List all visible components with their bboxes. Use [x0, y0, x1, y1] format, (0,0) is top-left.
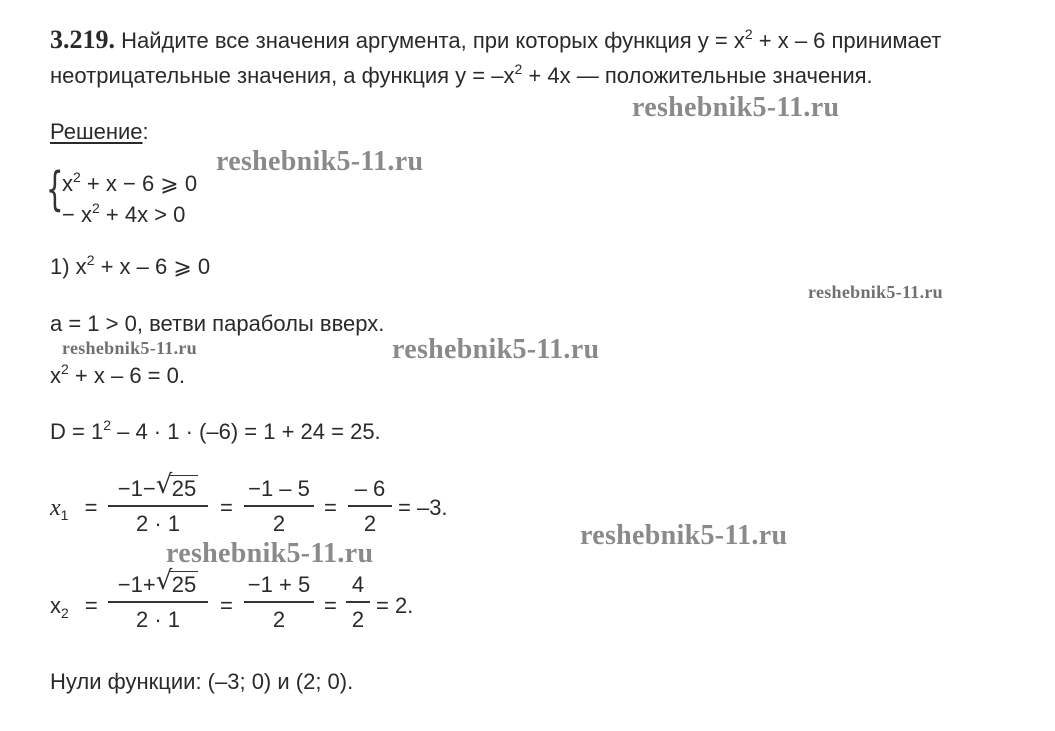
sup: 2 — [91, 200, 100, 216]
system-row-1 — [62, 170, 197, 198]
solution-heading-text: Решение — [50, 119, 143, 144]
x2-var: x — [50, 593, 61, 618]
x1-f1-den: 2 · 1 — [135, 510, 181, 536]
x1-eq-2: = — [220, 495, 233, 520]
sys-minus-x: − x — [62, 202, 92, 227]
x2-f1-num — [108, 566, 208, 598]
x2-fraction-1 — [108, 566, 208, 633]
sys-x: x — [62, 171, 73, 196]
x2-f2-den: 2 — [272, 606, 286, 632]
solution-colon: : — [142, 119, 149, 144]
problem-text-1b: + х – 6 принимает — [752, 28, 942, 53]
x2-fraction-3 — [346, 572, 370, 633]
x1-f3-den: 2 — [363, 510, 377, 536]
x2-result: = 2. — [376, 593, 414, 618]
sqrt-icon: √ 25 — [155, 566, 197, 597]
x1-eq-3: = — [324, 495, 337, 520]
x2-f1-num-a: −1+ — [117, 572, 156, 597]
x2-eq: = — [84, 593, 98, 618]
sup: 2 — [103, 417, 111, 433]
fraction-bar — [244, 505, 314, 507]
x1-f1-rad: 25 — [171, 476, 197, 501]
eq-b: + х – 6 = 0. — [68, 363, 185, 388]
watermark: reshebnik5-11.ru — [632, 92, 840, 123]
x2-f3-den: 2 — [351, 606, 365, 632]
x1-sub: 1 — [60, 507, 69, 523]
system-row-2 — [62, 201, 185, 229]
x1-result: = –3. — [398, 495, 448, 520]
x2-sub: 2 — [61, 605, 69, 621]
x1-fraction-1 — [108, 470, 208, 537]
x2-fraction-2 — [244, 572, 314, 633]
discriminant — [50, 418, 381, 446]
watermark: reshebnik5-11.ru — [166, 538, 374, 569]
x1-f3-num: – 6 — [354, 476, 386, 501]
sup: 2 — [86, 252, 95, 268]
step-1 — [50, 253, 210, 281]
x2-f2-num: −1 + 5 — [247, 572, 311, 597]
sup: 2 — [61, 361, 69, 377]
disc-b: – 4 · 1 · (–6) = 1 + 24 = 25. — [111, 419, 381, 444]
x2-eq-2: = — [220, 593, 233, 618]
x1-var: x — [50, 495, 61, 521]
fraction-bar — [108, 505, 208, 507]
x1-eq: = — [84, 495, 98, 520]
x1-f1-num-a: −1− — [117, 476, 156, 501]
sup: 2 — [744, 26, 753, 42]
watermark: reshebnik5-11.ru — [392, 334, 600, 365]
fraction-bar — [346, 601, 370, 603]
watermark: reshebnik5-11.ru — [62, 338, 197, 358]
x1-f2-den: 2 — [272, 510, 286, 536]
x2-f1-den: 2 · 1 — [135, 606, 181, 632]
fraction-bar — [108, 601, 208, 603]
x2-f3-num: 4 — [351, 572, 365, 597]
x1-label — [50, 494, 97, 522]
problem-line-1 — [50, 26, 941, 55]
step1-b: + х – 6 ⩾ 0 — [94, 254, 211, 279]
branches-text: а = 1 > 0, ветви параболы вверх. — [50, 311, 385, 336]
x1-fraction-3 — [348, 476, 392, 537]
x1-f1-num — [108, 470, 208, 502]
eq-a: х — [50, 363, 61, 388]
x2-eq-3: = — [324, 593, 337, 618]
problem-line-2 — [50, 62, 873, 90]
disc-a: D = 1 — [50, 419, 104, 444]
sup: 2 — [73, 169, 81, 185]
fraction-bar — [348, 505, 392, 507]
problem-text-2a: неотрицательные значения, а функция у = –х — [50, 63, 515, 88]
x2-f1-rad: 25 — [171, 572, 197, 597]
sys-row2-rest: + 4x > 0 — [99, 202, 186, 227]
step1-a: 1) х — [50, 254, 87, 279]
problem-text-2b: + 4х — положительные значения. — [522, 63, 873, 88]
watermark: reshebnik5-11.ru — [808, 282, 943, 302]
sqrt-icon: √ 25 — [155, 470, 197, 501]
sys-row1-rest: + x − 6 ⩾ 0 — [80, 171, 198, 196]
x1-fraction-2 — [244, 476, 314, 537]
zeros-text: Нули функции: (–3; 0) и (2; 0). — [50, 669, 354, 694]
x1-f2-num: −1 – 5 — [248, 476, 310, 501]
watermark: reshebnik5-11.ru — [580, 520, 788, 551]
problem-text-1a: Найдите все значения аргумента, при которых функция у = х — [121, 28, 745, 53]
sup: 2 — [514, 61, 523, 77]
watermark: reshebnik5-11.ru — [216, 146, 424, 177]
problem-number: 3.219. — [50, 25, 115, 54]
solution-heading — [50, 118, 149, 146]
fraction-bar — [244, 601, 314, 603]
equation — [50, 362, 185, 390]
x2-label — [50, 592, 98, 620]
system-brace: { — [46, 162, 64, 216]
